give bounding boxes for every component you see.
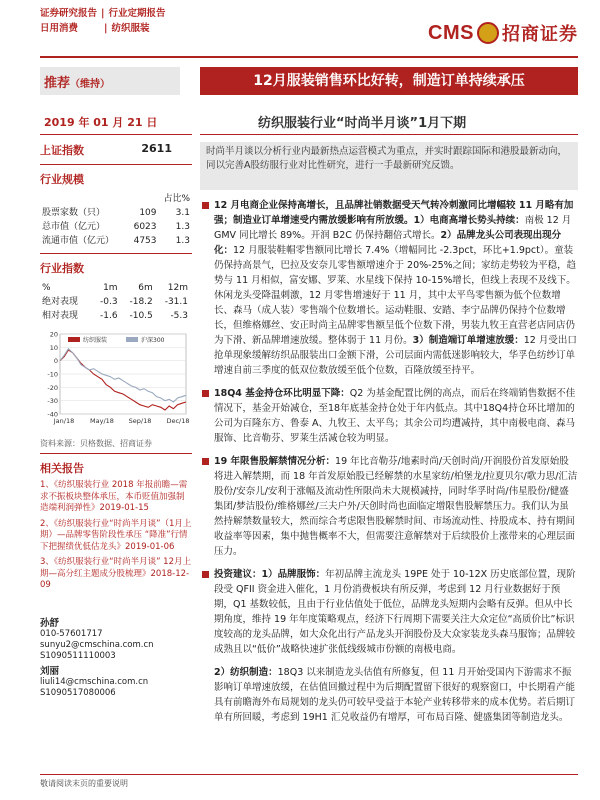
logo-cn-text: 招商证券 (502, 24, 578, 45)
scale-title: 行业规模 (40, 173, 84, 186)
y-tick-label: 20 (49, 330, 58, 339)
cell: 股票家数（只） (42, 208, 106, 218)
divider (40, 164, 192, 165)
cell: -5.3 (170, 311, 188, 321)
cell: -1.6 (100, 311, 118, 321)
cell: 绝对表现 (42, 297, 79, 307)
x-tick-label: May/18 (90, 417, 114, 425)
rating-label: 推荐 (44, 76, 71, 91)
analyst-name: 孙舒 (40, 617, 60, 629)
table-row (42, 235, 190, 247)
cell: -31.1 (164, 297, 188, 307)
x-tick-label: Jan/18 (53, 417, 75, 425)
y-tick-label: -20 (47, 383, 58, 392)
index-performance-chart (40, 328, 190, 432)
bullet-icon (202, 202, 209, 209)
para-lead: 19 年限售股解禁情况分析： (214, 456, 336, 467)
index-row (40, 142, 192, 160)
report-date: 2019 年 01 月 21 日 (44, 116, 158, 129)
section-lockup (200, 454, 578, 559)
section-market (200, 198, 578, 378)
cell: 6023 (133, 222, 157, 232)
cell: 109 (139, 208, 157, 218)
cell: -10.5 (129, 311, 153, 321)
cell: 1.3 (175, 222, 190, 232)
footer-disclaimer: 敬请阅读末页的重要说明 (40, 779, 128, 788)
para-body: 年初品牌主流龙头 19PE 处于 10-12X 历史底部位置，现阶段受 QFII 资金进入催化，1 月份消费板块有所反弹，考虑到 12 月行业数据好于预期，Q1 基数较低，且由于行业估值处于低位，品牌龙头短期内会略有反弹。但从中长期角度，维持 19 年年度策略观点，经济下行周期下需要关注大众定位“高质价比”标识度较高的龙头品牌，如大众化出行产品龙头开润股份及大众家装龙头森马服饰；品牌较成熟且以“低价”战略快速扩张低线级城市份额的南极电商。 (214, 569, 576, 655)
analyst-email[interactable]: liuli14@cmschina.com.cn (40, 676, 149, 687)
table-row (42, 221, 190, 233)
cell: -18.2 (129, 297, 153, 307)
logo-emblem-icon (477, 22, 499, 44)
y-tick-label: -30 (47, 397, 58, 406)
rating-sub: （维持） (70, 79, 111, 90)
sidebar (40, 142, 192, 699)
y-tick-label: 0 (53, 357, 58, 366)
para-body: 南极 12 月 GMV 同比增长 89%。开润 B2C 仍保持翻倍式增长。 (214, 215, 572, 241)
related-report[interactable]: 2、《纺织服装行业“时尚半月谈”（1月上期）—品牌零售阶段性承压 “降准”行情下把握绩优低估龙头》2019-01-06 (40, 518, 192, 552)
tag-industry: 纺织服装 (111, 23, 150, 34)
perf-title: 行业指数 (40, 262, 84, 275)
analyst-license: S1090511110003 (40, 650, 116, 661)
cell: 相对表现 (42, 311, 79, 321)
cell: 4753 (133, 236, 157, 246)
para-lead: 2）品牌龙头公司表现出现分化： (214, 230, 562, 256)
related-report[interactable]: 1、《纺织服装行业 2018 年报前瞻—需求不振板块整体承压，本币贬值加强制造端利润弹性》2019-01-15 (40, 480, 188, 513)
legend-swatch (68, 337, 80, 342)
cell: % (42, 283, 51, 293)
perf-table (40, 280, 192, 324)
abstract: 时尚半月谈以分析行业内最新热点运营模式为重点，并实时跟踪国际和港股最新动向，同以完善A股纺服行业对比性研究，进行一手最新研究反馈。 (200, 142, 578, 190)
series-line-1 (60, 350, 186, 410)
x-tick-label: Dec/18 (166, 417, 190, 425)
y-tick-label: -40 (47, 410, 58, 419)
x-tick-label: Sep/18 (128, 417, 152, 425)
related-reports (40, 480, 192, 592)
report-title: 12月服装销售环比好转，制造订单持续承压 (200, 67, 578, 95)
scale-header: 占比% (163, 194, 190, 204)
para-lead: 投资建议：1）品牌服饰： (214, 569, 326, 580)
cell: 3.1 (175, 208, 190, 218)
scale-table (40, 191, 192, 249)
table-row (42, 296, 190, 308)
footer-divider (40, 774, 578, 775)
para-body: 12 月服装鞋帽零售额同比增长 7.4%（增幅同比 -2.3pct，环比+1.9pct）。童装仍保持高景气，巴拉及安奈儿零售额增速介于 20%-25%之间；家纺走势较为平稳，趋势与 11 月相似，富安娜、罗莱、水星线下保持 10-15%增长，但线上表现不及线下。休闲龙头受降温刺激，12 月零售增速好于 11 月，其中太平鸟零售额为低个位数增长、森马（成人装）零售端个位数增长。运动鞋服、安踏、李宁品牌仍保持个位数增长，但维格娜丝、安正时尚主品牌零售额呈低个位数下滑，男装九牧王直营老店同店仍为下滑、新品牌增速放缓。整体弱于 11 月份。 (214, 245, 577, 346)
cell: -0.3 (100, 297, 118, 307)
header-divider (40, 56, 578, 58)
para-body: Q2 为基金配置比例的高点，而后在终端销售数据不佳情况下，基金开始减仓，至18年底基金持仓处于年内低点。其中18Q4持仓环比增加的公司为百隆东方、鲁泰 A、九牧王、太平鸟；其余公司均遭减持，其中南极电商、森马服饰、比音勒芬、罗莱生活减仓较为明显。 (214, 388, 576, 444)
analyst-phone: 010-57601717 (40, 628, 103, 639)
divider (40, 253, 192, 254)
divider (40, 453, 192, 454)
tag-report-type: 证券研究报告 (40, 8, 98, 19)
para-lead: 3）制造端订单增速放缓： (412, 335, 524, 346)
legend-swatch (126, 337, 138, 342)
rating (44, 72, 110, 91)
legend-label: 纺织服装 (83, 337, 108, 344)
para-lead: 2）纺织制造： (214, 667, 278, 678)
index-label: 上证指数 (40, 144, 84, 157)
cell: 总市值（亿元） (42, 222, 106, 232)
report-subtitle: 纺织服装行业“时尚半月谈”1月下期 (258, 116, 467, 131)
analyst-license: S1090517080006 (40, 687, 116, 698)
cell: 6m (138, 283, 153, 293)
para-lead: 18Q4 基金持仓环比明显下降： (214, 388, 350, 399)
bullet-icon (202, 458, 209, 465)
main-divider (200, 134, 578, 135)
chart-source: 资料来源：贝格数据、招商证券 (40, 439, 152, 448)
related-title: 相关报告 (40, 462, 84, 475)
tag-report-kind: 行业定期报告 (108, 8, 166, 19)
cell: 1m (103, 283, 118, 293)
y-tick-label: 10 (49, 343, 58, 352)
section-manufacturing (200, 665, 578, 725)
bullet-icon (202, 571, 209, 578)
para-lead: 12 月电商企业保持高增长，且品牌社销数据受天气转冷刺激同比增幅较 11 月略有加强；制造业订单增速受内需放缓影响有所放缓。1）电商高增长势头持续： (214, 200, 574, 226)
cell: 1.3 (175, 236, 190, 246)
logo-cms-text: CMS (428, 21, 474, 44)
y-tick-label: -10 (47, 370, 58, 379)
analyst-email[interactable]: sunyu2@cmschina.com.cn (40, 639, 154, 650)
analyst-contacts (40, 618, 192, 699)
analyst-name: 刘丽 (40, 665, 60, 677)
sidebar-divider (40, 134, 192, 135)
cell: 流通市值（亿元） (42, 236, 115, 246)
tag-sector: 日用消费 (40, 23, 79, 34)
index-value: 2611 (141, 142, 172, 155)
para-body: 18Q3 以来制造龙头估值有所修复，但 11 月开始受国内下游需求不振影响订单增速放缓，在估值回撤过程中为后期配置留下很好的观察窗口，中长期看产能具有前瞻海外布局规划的龙头仍可较早受益于本轮产业转移带来的成本优势。若后期订单有所回暖，考虑到 19H1 汇兑收益仍有增厚，可布局百隆、健盛集团等制造龙头。 (214, 667, 576, 723)
section-fund-holdings (200, 386, 578, 446)
bullet-icon (202, 390, 209, 397)
para-body: 12 月受出口抢单现象缓解纺织品服装出口金额下滑，公司层面内需低迷影响较大，华孚色纺纱订单增速自前三季度的低双位数放缓至低个位数，百隆放缓至持平。 (214, 335, 577, 376)
cms-logo (428, 20, 578, 46)
table-row (42, 207, 190, 219)
report-tags: 证券研究报告 | 行业定期报告 日用消费 | 纺织服装 (40, 8, 166, 34)
related-report[interactable]: 3、《纺织服装行业“时尚半月谈” 12月上期—高分红主题成分股梳理》2018-12-09 (40, 557, 191, 590)
legend-label: 沪深300 (141, 337, 165, 344)
para-body: 19 年比音勒芬/地素时尚/天创时尚/开润股份首发原始股将进入解禁期，而 18 年首发原始股已经解禁的水星家纺/柏堡龙/拉夏贝尔/歌力思/汇洁股份/安奈儿/安利于涨幅及流动性所限尚未大规模减持，同时华孚时尚/伟星股份/健盛集团/梦洁股份/维格娜丝/三夫户外/天创时尚也面临定增限售股解禁压力。我们认为虽然持解禁数量较大，然而综合考虑限售股解禁时间、市场流动性、持股成本、持有期间收益率等因素，集中抛售概率不大，但需要注意解禁对于后续股价上涨带来的心理层面压力。 (214, 456, 578, 557)
main-content (200, 142, 578, 725)
table-row (42, 310, 190, 322)
section-investment (200, 567, 578, 657)
cell: 12m (167, 283, 188, 293)
